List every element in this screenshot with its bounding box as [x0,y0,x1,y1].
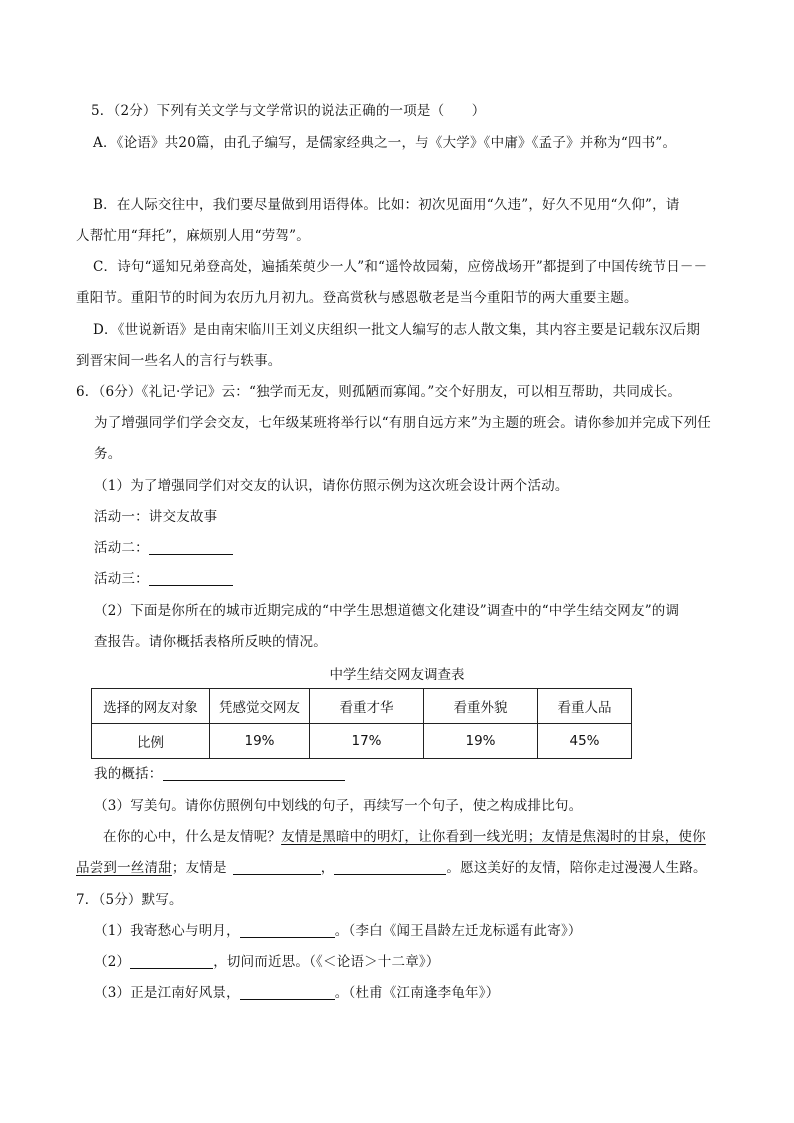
table-header-cell: 看重外貌 [424,689,538,724]
q6-activity3 [94,569,233,589]
q6-part1-prompt: （1）为了增强同学们对交友的认识，请你仿照示例为这次班会设计两个活动。 [94,478,569,494]
q6-example-continue: ；友情是 [171,860,227,876]
table-header-cell: 看重人品 [538,689,632,724]
q6-activity2-label: 活动二： [94,540,149,556]
q6-stem-line2: 为了增强同学们学会交友，七年级某班将举行以“有朋自远方来”为主题的班会。请你参加并完成下列任 [94,415,712,431]
table-cell: 45% [538,724,632,759]
q7-item1-before: （1）我寄愁心与明月， [94,923,240,939]
table-header-cell: 选择的网友对象 [92,689,210,724]
q5-option-d-line1: D．《世说新语》是由南宋临川王刘义庆组织一批文人编写的志人散文集，其内容主要是记载东汉后期 [93,322,701,338]
table-cell: 19% [210,724,310,759]
q6-activity3-label: 活动三： [94,571,149,587]
q5-stem: 5．（2分）下列有关文学与文学常识的说法正确的一项是（ ） [91,103,486,119]
q6-summary-label: 我的概括： [94,766,163,782]
q7-item3-before: （3）正是江南好风景， [94,985,240,1001]
q5-option-d-line2: 到晋宋间一些名人的言行与轶事。 [76,353,282,369]
q7-item2-blank[interactable] [130,954,213,969]
q7-item1 [94,921,582,941]
q6-stem-line1: 6．（6分）《礼记·学记》云：“独学而无友，则孤陋而寡闻。”交个好朋友，可以相互帮助，共同成长。 [76,384,682,400]
survey-table [91,688,632,759]
q6-example-ending: 。愿这美好的友情，陪你走过漫漫人生路。 [446,860,707,876]
q6-sentence-blank-1[interactable] [233,860,321,875]
q5-option-c-line2: 重阳节。重阳节的时间为农历九月初九。登高赏秋与感恩敬老是当今重阳节的两大重要主题。 [76,290,638,306]
q6-activity1: 活动一：讲交友故事 [94,509,218,525]
q7-item3 [94,983,499,1003]
survey-table-title: 中学生结交网友调查表 [329,667,465,683]
q7-item2 [94,952,440,972]
q7-item1-blank[interactable] [240,923,335,938]
table-cell: 17% [310,724,424,759]
table-header-cell: 凭感觉交网友 [210,689,310,724]
q7-stem: 7．（5分）默写。 [76,892,183,908]
table-cell: 比例 [92,724,210,759]
q6-part2-prompt-line1: （2）下面是你所在的城市近期完成的“中学生思想道德文化建设”调查中的“中学生结交网友”的调 [94,603,680,619]
table-header-cell: 看重才华 [310,689,424,724]
q6-example-line2 [76,858,707,878]
q6-example-underlined: 友情是黑暗中的明灯，让你看到一线光明；友情是焦渴时的甘泉，使你 [281,829,706,845]
q6-example-underlined-end: 品尝到一丝清甜 [76,860,172,876]
q6-activity2-blank[interactable] [149,540,233,555]
q6-activity2 [94,538,233,558]
table-header-row [92,689,632,724]
table-row [92,724,632,759]
q6-example-question: 在你的心中，什么是友情呢？ [103,829,282,845]
table-cell: 19% [424,724,538,759]
q6-part2-prompt-line2: 查报告。请你概括表格所反映的情况。 [94,634,327,650]
q5-option-b-line1: B．在人际交往中，我们要尽量做到用语得体。比如：初次见面用“久违”，好久不见用“久仰”，请 [93,197,680,213]
q6-part3-prompt: （3）写美句。请你仿照例句中划线的句子，再续写一个句子，使之构成排比句。 [94,798,583,814]
q6-activity3-blank[interactable] [149,571,233,586]
q6-comma: ， [320,860,335,876]
q6-example-line1 [103,827,706,847]
q6-summary [94,764,345,784]
q5-option-c-line1: C．诗句“遥知兄弟登高处，遍插茱萸少一人”和“遥怜故园菊，应傍战场开”都提到了中国传统节日－－ [93,259,708,275]
q5-option-a: A．《论语》共20篇，由孔子编写，是儒家经典之一，与《大学》《中庸》《孟子》并称为“四书”。 [93,135,677,151]
q6-stem-line3: 务。 [94,446,122,462]
q7-item3-after: 。（杜甫《江南逢李龟年》） [334,985,500,1001]
q5-option-b-line2: 人帮忙用“拜托”，麻烦别人用“劳驾”。 [76,228,310,244]
q6-summary-blank[interactable] [163,766,345,781]
q7-item1-after: 。（李白《闻王昌龄左迁龙标遥有此寄》） [334,923,582,939]
q7-item3-blank[interactable] [240,985,335,1000]
q6-sentence-blank-2[interactable] [334,860,446,875]
q7-item2-after: ，切问而近思。（《＜论语＞十二章》） [213,954,440,970]
q7-item2-before: （2） [94,954,131,970]
